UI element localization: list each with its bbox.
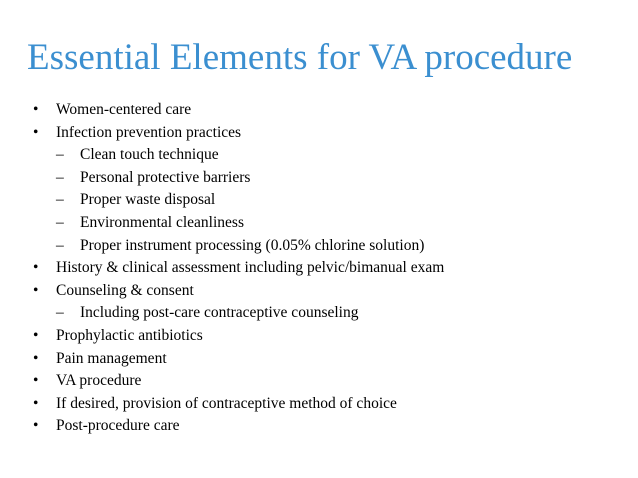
sub-bullet-marker: – [56, 146, 64, 164]
sub-bullet-item [0, 167, 638, 190]
bullet-text: Prophylactic antibiotics [56, 326, 203, 344]
bullet-text: Women-centered care [56, 101, 192, 118]
sub-bullet-marker: – [56, 191, 64, 209]
bullet-text: History & clinical assessment including pelvic/bimanual exam [56, 259, 445, 277]
sub-bullet-text: Personal protective barriers [80, 168, 251, 186]
sub-bullet-text: Clean touch technique [80, 146, 219, 164]
sub-bullet-text: Proper waste disposal [80, 191, 216, 209]
bullet-marker: • [33, 394, 39, 412]
bullet-text: VA procedure [56, 372, 142, 390]
sub-bullet-item [0, 302, 638, 325]
sub-bullet-text: Including post-care contraceptive counseling [80, 304, 359, 322]
bullet-item [0, 280, 638, 303]
bullet-marker: • [33, 101, 39, 118]
bullet-text: Pain management [56, 349, 167, 367]
bullet-marker: • [33, 326, 39, 344]
sub-bullet-marker: – [56, 236, 64, 254]
bullet-item [0, 257, 638, 280]
bullet-marker: • [33, 259, 39, 277]
sub-bullet-item [0, 235, 638, 258]
bullet-item [0, 325, 638, 348]
sub-bullet-text: Environmental cleanliness [80, 213, 244, 231]
sub-bullet-marker: – [56, 213, 64, 231]
bullet-marker: • [33, 281, 39, 299]
bullet-text: Post-procedure care [56, 417, 180, 435]
sub-bullet-marker: – [56, 304, 64, 322]
bullet-text: Counseling & consent [56, 281, 194, 299]
slide-title: Essential Elements for VA procedure [27, 37, 573, 78]
sub-bullet-item [0, 212, 638, 235]
bullet-text: If desired, provision of contraceptive method of choice [56, 394, 397, 412]
bullet-item [0, 99, 638, 122]
bullet-item [0, 415, 638, 438]
bullet-marker: • [33, 372, 39, 390]
sub-bullet-item [0, 189, 638, 212]
bullet-item [0, 370, 638, 393]
bullet-item [0, 348, 638, 371]
bullet-item [0, 122, 638, 145]
bullet-marker: • [33, 417, 39, 435]
sub-bullet-item [0, 144, 638, 167]
bullet-list [0, 99, 638, 438]
sub-bullet-text: Proper instrument processing (0.05% chlorine solution) [80, 236, 425, 254]
bullet-item [0, 393, 638, 416]
sub-bullet-marker: – [56, 168, 64, 186]
bullet-marker: • [33, 123, 39, 141]
bullet-marker: • [33, 349, 39, 367]
bullet-text: Infection prevention practices [56, 123, 242, 141]
